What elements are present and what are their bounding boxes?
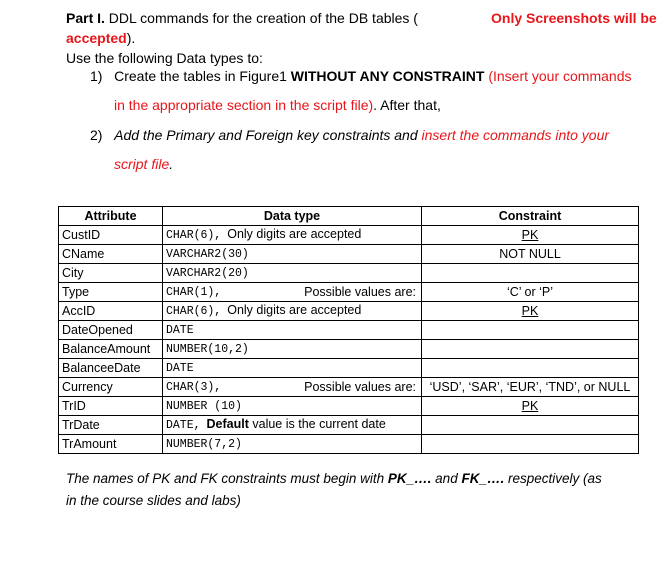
attribute-cell: BalanceAmount	[59, 340, 163, 359]
data-type-cell	[163, 340, 422, 359]
table-row	[59, 283, 639, 302]
table-row	[59, 245, 639, 264]
attribute-cell: DateOpened	[59, 321, 163, 340]
header-attribute: Attribute	[59, 207, 163, 226]
table-row	[59, 359, 639, 378]
table-row	[59, 397, 639, 416]
table-row	[59, 435, 639, 454]
type-text: VARCHAR2(20)	[166, 267, 249, 280]
data-type-cell	[163, 226, 422, 245]
type-text: DATE	[166, 324, 194, 337]
footnote-line2: in the course slides and labs)	[66, 493, 241, 508]
type-text: CHAR(3),	[166, 380, 222, 394]
type-text: NUMBER(7,2)	[166, 438, 242, 451]
data-type-cell	[163, 359, 422, 378]
step2-line1: 2) Add the Primary and Foreign key constraints and insert the commands into your	[90, 127, 610, 143]
step1-line1: 1) Create the tables in Figure1 WITHOUT ANY CONSTRAINT (Insert your commands	[90, 68, 632, 84]
table-header-row	[59, 207, 639, 226]
table-row	[59, 416, 639, 435]
type-note: Only digits are accepted	[227, 303, 362, 317]
data-type-cell	[163, 397, 422, 416]
constraint-cell	[422, 435, 639, 454]
constraint-cell: ‘USD’, ‘SAR’, ‘EUR’, ‘TND’, or NULL	[422, 378, 639, 397]
data-type-table	[58, 206, 639, 454]
attribute-cell: TrDate	[59, 416, 163, 435]
table-row	[59, 340, 639, 359]
step1-line2: in the appropriate section in the script file). After that,	[114, 97, 441, 113]
constraint-cell	[422, 321, 639, 340]
intro-line: Use the following Data types to:	[66, 50, 263, 66]
header-constraint: Constraint	[422, 207, 639, 226]
type-text: VARCHAR2(30)	[166, 248, 249, 261]
table-row	[59, 378, 639, 397]
table-row	[59, 302, 639, 321]
header-data-type: Data type	[163, 207, 422, 226]
type-note: Only digits are accepted	[227, 227, 362, 241]
type-note: Possible values are:	[304, 284, 416, 299]
constraint-cell: ‘C’ or ‘P’	[422, 283, 639, 302]
data-type-cell	[163, 283, 422, 302]
attribute-cell: TrID	[59, 397, 163, 416]
type-text: NUMBER(10,2)	[166, 343, 249, 356]
attribute-cell: Type	[59, 283, 163, 302]
footnote-line1: The names of PK and FK constraints must begin with PK_…. and FK_…. respectively (as	[66, 471, 602, 486]
data-type-cell	[163, 245, 422, 264]
emphasis-line2: accepted).	[66, 30, 136, 46]
data-type-cell	[163, 378, 422, 397]
table-row	[59, 264, 639, 283]
constraint-cell: PK	[422, 226, 639, 245]
constraint-cell	[422, 340, 639, 359]
constraint-cell	[422, 359, 639, 378]
constraint-cell: PK	[422, 302, 639, 321]
table-row	[59, 226, 639, 245]
attribute-cell: CName	[59, 245, 163, 264]
type-note: Possible values are:	[304, 379, 416, 394]
type-text: DATE	[166, 362, 194, 375]
data-type-cell	[163, 264, 422, 283]
data-type-cell	[163, 416, 422, 435]
data-type-cell	[163, 435, 422, 454]
emphasis-line1: Only Screenshots will be	[491, 10, 657, 26]
constraint-cell	[422, 264, 639, 283]
data-type-cell	[163, 321, 422, 340]
type-text: NUMBER (10)	[166, 400, 242, 413]
attribute-cell: Currency	[59, 378, 163, 397]
type-text: CHAR(6),	[166, 305, 222, 318]
data-type-cell	[163, 302, 422, 321]
attribute-cell: BalanceeDate	[59, 359, 163, 378]
type-text: DATE,	[166, 419, 201, 432]
type-text: CHAR(6),	[166, 229, 222, 242]
attribute-cell: TrAmount	[59, 435, 163, 454]
part-title: Part I. DDL commands for the creation of the DB tables (	[66, 10, 418, 26]
table-row	[59, 321, 639, 340]
type-note: value is the current date	[248, 417, 386, 431]
constraint-cell: PK	[422, 397, 639, 416]
constraint-cell	[422, 416, 639, 435]
attribute-cell: CustID	[59, 226, 163, 245]
type-text: CHAR(1),	[166, 285, 222, 299]
constraint-cell: NOT NULL	[422, 245, 639, 264]
attribute-cell: City	[59, 264, 163, 283]
note-bold: Default	[206, 417, 249, 431]
attribute-cell: AccID	[59, 302, 163, 321]
step2-line2: script file.	[114, 156, 174, 172]
